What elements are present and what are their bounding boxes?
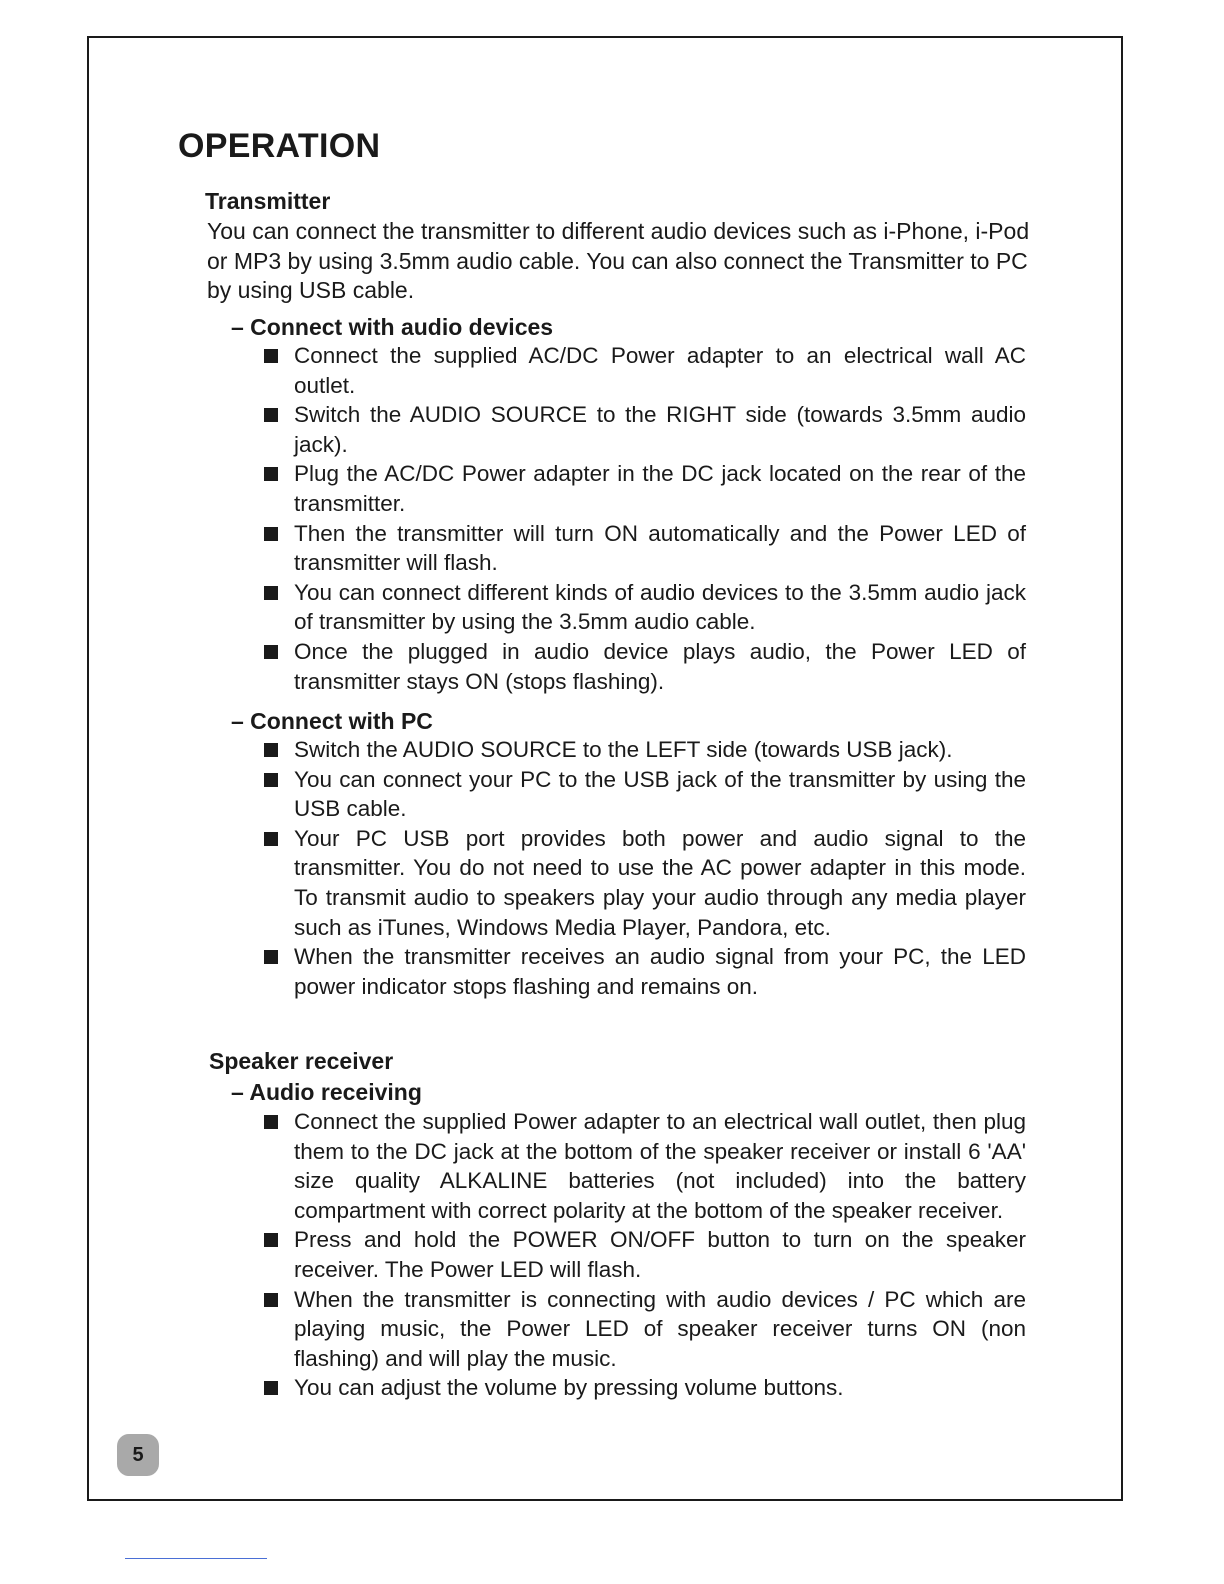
list-item-text: Connect the supplied Power adapter to an electrical wall outlet, then plug them to the DC jack at the bottom of the speaker receiver or install 6 'AA' size quality ALKALINE batteries (not included) into the battery compartment with correct polarity at the bottom of the speaker receiver. xyxy=(294,1109,1026,1223)
transmitter-intro: You can connect the transmitter to different audio devices such as i-Phone, i-Pod or MP3 by using 3.5mm audio cable. You can also connect the Transmitter to PC by using USB cable. xyxy=(207,218,1030,304)
pc-list xyxy=(264,735,1026,1001)
square-bullet-icon xyxy=(264,586,278,600)
speaker-receiver-heading: Speaker receiver xyxy=(209,1048,394,1074)
connect-pc-heading: – Connect with PC xyxy=(231,708,433,734)
list-item-text: Connect the supplied AC/DC Power adapter to an electrical wall AC outlet. xyxy=(294,343,1026,398)
list-item xyxy=(264,765,1026,824)
square-bullet-icon xyxy=(264,1115,278,1129)
list-item-text: Switch the AUDIO SOURCE to the LEFT side (towards USB jack). xyxy=(294,737,953,762)
square-bullet-icon xyxy=(264,467,278,481)
list-item-text: You can connect your PC to the USB jack of the transmitter by using the USB cable. xyxy=(294,766,1026,822)
audio-devices-list xyxy=(264,341,1026,696)
list-item xyxy=(264,341,1026,400)
list-item-text: Your PC USB port provides both power and audio signal to the transmitter. You do not need to use the AC power adapter in this mode. To transmit audio to speakers play your audio through any media player such as iTunes, Windows Media Player, Pandora, etc. xyxy=(294,825,1026,940)
list-item xyxy=(264,1225,1026,1284)
square-bullet-icon xyxy=(264,645,278,659)
list-item xyxy=(264,1373,1026,1403)
list-item xyxy=(264,459,1026,518)
square-bullet-icon xyxy=(264,743,278,757)
square-bullet-icon xyxy=(264,950,278,964)
list-item-text: When the transmitter receives an audio signal from your PC, the LED power indicator stops flashing and remains on. xyxy=(294,944,1026,999)
page-title: OPERATION xyxy=(178,127,381,165)
square-bullet-icon xyxy=(264,349,278,363)
list-item-text: You can adjust the volume by pressing volume buttons. xyxy=(294,1375,844,1401)
list-item-text: When the transmitter is connecting with audio devices / PC which are playing music, the Power LED of speaker receiver turns ON (non flashing) and will play the music. xyxy=(294,1286,1026,1371)
list-item xyxy=(264,824,1026,942)
audio-receiving-heading: – Audio receiving xyxy=(231,1079,422,1105)
square-bullet-icon xyxy=(264,1293,278,1307)
list-item xyxy=(264,519,1026,578)
square-bullet-icon xyxy=(264,1233,278,1247)
list-item-text: Press and hold the POWER ON/OFF button to turn on the speaker receiver. The Power LED will flash. xyxy=(294,1227,1026,1282)
square-bullet-icon xyxy=(264,408,278,422)
list-item-text: Then the transmitter will turn ON automatically and the Power LED of transmitter will flash. xyxy=(294,520,1026,576)
connect-audio-devices-heading: – Connect with audio devices xyxy=(231,314,554,340)
list-item xyxy=(264,400,1026,459)
list-item-text: You can connect different kinds of audio devices to the 3.5mm audio jack of transmitter by using the 3.5mm audio cable. xyxy=(294,579,1026,635)
square-bullet-icon xyxy=(264,773,278,787)
list-item xyxy=(264,735,1026,765)
transmitter-heading: Transmitter xyxy=(205,188,331,214)
page-number-badge: 5 xyxy=(117,1434,159,1476)
list-item xyxy=(264,578,1026,637)
list-item xyxy=(264,637,1026,696)
square-bullet-icon xyxy=(264,527,278,541)
footer-divider xyxy=(125,1558,267,1559)
list-item xyxy=(264,1107,1026,1225)
list-item-text: Plug the AC/DC Power adapter in the DC jack located on the rear of the transmitter. xyxy=(294,461,1026,516)
list-item-text: Switch the AUDIO SOURCE to the RIGHT side (towards 3.5mm audio jack). xyxy=(294,402,1026,457)
list-item xyxy=(264,1285,1026,1374)
list-item xyxy=(264,942,1026,1001)
square-bullet-icon xyxy=(264,1381,278,1395)
list-item-text: Once the plugged in audio device plays audio, the Power LED of transmitter stays ON (stops flashing). xyxy=(294,638,1026,694)
square-bullet-icon xyxy=(264,832,278,846)
audio-receiving-list xyxy=(264,1107,1026,1403)
